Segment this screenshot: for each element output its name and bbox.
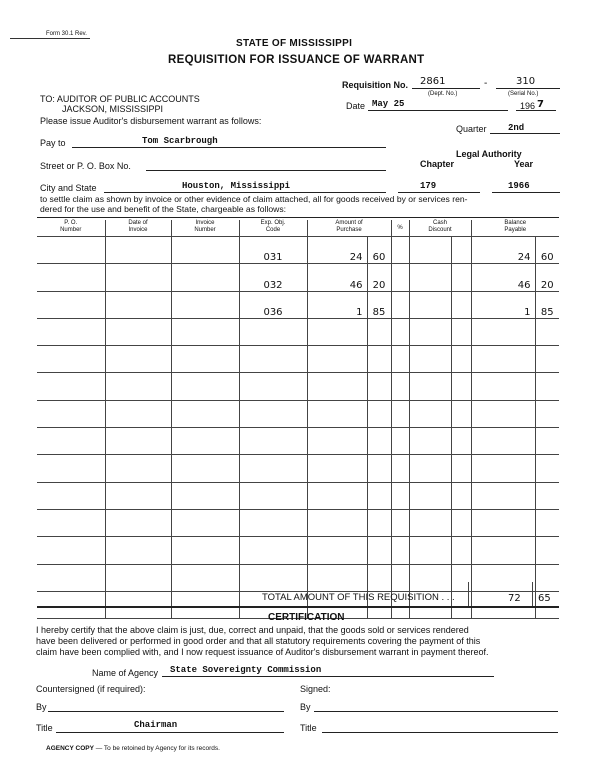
date-label: Date — [346, 101, 366, 111]
invoice-number-cell — [171, 428, 239, 455]
pay-to-value: Tom Scarbrough — [142, 136, 218, 146]
city-label: City and State — [40, 183, 97, 193]
balance-dollars-cell — [471, 537, 535, 564]
legal-year-line — [492, 192, 560, 193]
cash-discount-dollars-cell — [409, 509, 451, 536]
invoice-number-cell — [171, 482, 239, 509]
percent-cell — [391, 346, 409, 373]
invoice-number-cell — [171, 564, 239, 591]
invoice-number-cell — [171, 318, 239, 345]
balance-cents-cell — [535, 428, 559, 455]
date-of-invoice-cell — [105, 591, 171, 618]
po-number-cell — [37, 509, 105, 536]
amount-dollars-cell — [307, 509, 367, 536]
requisition-label: Requisition No. — [342, 80, 408, 90]
agency-copy-note — [46, 745, 220, 752]
pay-to-line — [72, 147, 386, 148]
title-line-right — [322, 732, 558, 733]
serial-no-line — [496, 88, 560, 89]
invoice-number-cell — [171, 346, 239, 373]
po-number-cell — [37, 428, 105, 455]
balance-cents-cell: 60 — [535, 237, 559, 264]
balance-dollars-cell: 1 — [471, 291, 535, 318]
po-number-cell — [37, 400, 105, 427]
exp-obj-code-cell: 032 — [239, 264, 307, 291]
table-row — [37, 264, 559, 291]
percent-cell — [391, 318, 409, 345]
col-date-of-invoice: Date of Invoice — [105, 220, 171, 237]
exp-obj-code-cell — [239, 318, 307, 345]
cash-discount-dollars-cell — [409, 455, 451, 482]
cash-discount-cents-cell — [451, 237, 471, 264]
balance-cents-cell — [535, 318, 559, 345]
po-number-cell — [37, 455, 105, 482]
percent-cell — [391, 400, 409, 427]
amount-cents-cell — [367, 482, 391, 509]
cash-discount-cents-cell — [451, 291, 471, 318]
quarter-value: 2nd — [508, 123, 525, 133]
amount-cents-cell — [367, 428, 391, 455]
total-cents: 65 — [538, 593, 551, 604]
amount-cents-cell — [367, 373, 391, 400]
amount-cents-cell — [367, 400, 391, 427]
balance-dollars-cell — [471, 455, 535, 482]
date-of-invoice-cell — [105, 428, 171, 455]
po-number-cell — [37, 264, 105, 291]
year-value: 1966 — [508, 181, 530, 191]
amount-dollars-cell: 24 — [307, 237, 367, 264]
date-of-invoice-cell — [105, 537, 171, 564]
col-amount-of-purchase: Amount of Purchase — [307, 220, 391, 237]
balance-cents-cell — [535, 564, 559, 591]
year-line — [516, 110, 556, 111]
po-number-cell — [37, 591, 105, 618]
invoice-number-cell — [171, 264, 239, 291]
date-of-invoice-cell — [105, 455, 171, 482]
agency-copy-text: — To be retoined by Agency for its records. — [95, 745, 220, 752]
date-of-invoice-cell — [105, 237, 171, 264]
po-number-cell — [37, 346, 105, 373]
cash-discount-dollars-cell — [409, 346, 451, 373]
amount-dollars-cell — [307, 537, 367, 564]
chapter-value: 179 — [420, 181, 437, 191]
exp-obj-code-cell: 031 — [239, 237, 307, 264]
col-exp-obj-code: Exp. Obj. Code — [239, 220, 307, 237]
po-number-cell — [37, 237, 105, 264]
year-suffix: 7 — [537, 99, 544, 110]
balance-cents-cell — [535, 373, 559, 400]
amount-dollars-cell — [307, 455, 367, 482]
legal-authority-label: Legal Authority — [456, 149, 522, 159]
date-of-invoice-cell — [105, 291, 171, 318]
amount-cents-cell — [367, 509, 391, 536]
date-of-invoice-cell — [105, 482, 171, 509]
settle-text-2: dered for the use and benefit of the State, chargeable as follows: — [40, 204, 287, 214]
cash-discount-dollars-cell — [409, 291, 451, 318]
table-row — [37, 291, 559, 318]
cash-discount-dollars-cell — [409, 428, 451, 455]
chapter-label: Chapter — [420, 159, 455, 169]
po-number-cell — [37, 482, 105, 509]
date-line — [368, 110, 508, 111]
dept-no-caption: (Dept. No.) — [428, 91, 458, 97]
balance-dollars-cell — [471, 428, 535, 455]
date-of-invoice-cell — [105, 509, 171, 536]
percent-cell — [391, 373, 409, 400]
cash-discount-cents-cell — [451, 400, 471, 427]
balance-cents-cell: 85 — [535, 291, 559, 318]
table-row — [37, 318, 559, 345]
title-line-left — [56, 732, 284, 733]
signed-label: Signed: — [300, 684, 331, 694]
exp-obj-code-cell — [239, 455, 307, 482]
balance-cents-cell — [535, 482, 559, 509]
certification-text-3: claim have been complied with, and I now request issuance of Auditor's disbursement warrant in payment thereof. — [36, 647, 489, 657]
exp-obj-code-cell — [239, 509, 307, 536]
cash-discount-cents-cell — [451, 537, 471, 564]
total-dollars: 72 — [508, 593, 521, 604]
percent-cell — [391, 509, 409, 536]
certification-text-1: I hereby certify that the above claim is just, due, correct and unpaid, that the goods sold or services rendered — [36, 625, 469, 635]
cash-discount-dollars-cell — [409, 264, 451, 291]
cash-discount-dollars-cell — [409, 482, 451, 509]
please-issue-text: Please issue Auditor's disbursement warrant as follows: — [40, 116, 262, 126]
date-of-invoice-cell — [105, 373, 171, 400]
chapter-line — [398, 192, 480, 193]
balance-cents-cell: 20 — [535, 264, 559, 291]
dash: - — [484, 78, 488, 89]
amount-cents-cell — [367, 318, 391, 345]
invoice-number-cell — [171, 537, 239, 564]
percent-cell — [391, 428, 409, 455]
by-line-right — [314, 711, 558, 712]
po-number-cell — [37, 373, 105, 400]
agency-line — [162, 676, 494, 677]
cash-discount-dollars-cell — [409, 564, 451, 591]
to-line-1: TO: AUDITOR OF PUBLIC ACCOUNTS — [40, 94, 200, 104]
cash-discount-cents-cell — [451, 509, 471, 536]
settle-text-1: to settle claim as shown by invoice or other evidence of claim attached, all for goods received by or services ren- — [40, 194, 468, 204]
by-label-right: By — [300, 702, 311, 712]
amount-cents-cell — [367, 346, 391, 373]
invoice-number-cell — [171, 373, 239, 400]
exp-obj-code-cell — [239, 482, 307, 509]
total-label: TOTAL AMOUNT OF THIS REQUISITION . . . — [262, 592, 455, 603]
balance-dollars-cell — [471, 400, 535, 427]
table-row — [37, 537, 559, 564]
amount-cents-cell — [367, 537, 391, 564]
balance-cents-cell — [535, 455, 559, 482]
col-invoice-number: Invoice Number — [171, 220, 239, 237]
exp-obj-code-cell — [239, 373, 307, 400]
quarter-line — [490, 133, 560, 134]
amount-cents-cell: 60 — [367, 237, 391, 264]
amount-cents-cell: 85 — [367, 291, 391, 318]
form-number-underline — [10, 38, 90, 39]
exp-obj-code-cell — [239, 537, 307, 564]
percent-cell — [391, 537, 409, 564]
year-prefix: 196 — [520, 101, 536, 111]
agency-label: Name of Agency — [92, 668, 159, 678]
year-label: Year — [514, 159, 534, 169]
city-line — [104, 192, 386, 193]
amount-dollars-cell — [307, 400, 367, 427]
table-row — [37, 482, 559, 509]
table-header-row — [37, 220, 559, 237]
total-divider-1 — [468, 582, 469, 606]
cash-discount-cents-cell — [451, 455, 471, 482]
to-line-2: JACKSON, MISSISSIPPI — [62, 104, 164, 114]
table-row — [37, 564, 559, 591]
date-of-invoice-cell — [105, 346, 171, 373]
title-label-right: Title — [300, 723, 317, 733]
invoice-number-cell — [171, 591, 239, 618]
amount-dollars-cell: 1 — [307, 291, 367, 318]
percent-cell — [391, 237, 409, 264]
amount-dollars-cell — [307, 318, 367, 345]
cash-discount-cents-cell — [451, 373, 471, 400]
exp-obj-code-cell — [239, 400, 307, 427]
exp-obj-code-cell: 036 — [239, 291, 307, 318]
amount-dollars-cell — [307, 428, 367, 455]
col-balance-payable: Balance Payable — [471, 220, 559, 237]
claims-table — [37, 220, 559, 619]
countersigned-label: Countersigned (if required): — [36, 684, 146, 694]
percent-cell — [391, 564, 409, 591]
col-cash-discount: Cash Discount — [409, 220, 471, 237]
document-title: REQUISITION FOR ISSUANCE OF WARRANT — [168, 54, 425, 66]
balance-cents-cell — [535, 346, 559, 373]
serial-no-caption: (Serial No.) — [508, 91, 539, 97]
date-of-invoice-cell — [105, 400, 171, 427]
dept-no-value: 2861 — [420, 76, 446, 87]
amount-cents-cell: 20 — [367, 264, 391, 291]
table-row — [37, 455, 559, 482]
exp-obj-code-cell — [239, 564, 307, 591]
po-number-cell — [37, 291, 105, 318]
balance-dollars-cell: 46 — [471, 264, 535, 291]
percent-cell — [391, 455, 409, 482]
col-po-number: P. O. Number — [37, 220, 105, 237]
date-of-invoice-cell — [105, 264, 171, 291]
cash-discount-cents-cell — [451, 264, 471, 291]
balance-cents-cell — [535, 509, 559, 536]
date-of-invoice-cell — [105, 564, 171, 591]
street-line — [146, 170, 386, 171]
table-row — [37, 509, 559, 536]
by-label-left: By — [36, 702, 47, 712]
pay-to-label: Pay to — [40, 138, 66, 148]
title-label-left: Title — [36, 723, 53, 733]
percent-cell — [391, 264, 409, 291]
invoice-number-cell — [171, 509, 239, 536]
cash-discount-dollars-cell — [409, 537, 451, 564]
date-of-invoice-cell — [105, 318, 171, 345]
balance-cents-cell — [535, 400, 559, 427]
cash-discount-dollars-cell — [409, 237, 451, 264]
table-top-rule — [37, 217, 559, 218]
invoice-number-cell — [171, 400, 239, 427]
serial-no-value: 310 — [516, 76, 536, 87]
quarter-label: Quarter — [456, 124, 487, 134]
invoice-number-cell — [171, 237, 239, 264]
dept-no-line — [412, 88, 480, 89]
col-percent: % — [391, 220, 409, 237]
cash-discount-dollars-cell — [409, 400, 451, 427]
total-divider-2 — [532, 582, 533, 606]
agency-value: State Sovereignty Commission — [170, 665, 322, 675]
by-line-left — [48, 711, 284, 712]
balance-dollars-cell — [471, 318, 535, 345]
city-value: Houston, Mississippi — [182, 181, 291, 191]
po-number-cell — [37, 537, 105, 564]
balance-dollars-cell — [471, 564, 535, 591]
exp-obj-code-cell — [239, 428, 307, 455]
cash-discount-dollars-cell — [409, 318, 451, 345]
total-rule — [37, 606, 559, 608]
amount-cents-cell — [367, 564, 391, 591]
balance-dollars-cell — [471, 482, 535, 509]
balance-cents-cell — [535, 537, 559, 564]
amount-dollars-cell: 46 — [307, 264, 367, 291]
cash-discount-dollars-cell — [409, 373, 451, 400]
amount-dollars-cell — [307, 373, 367, 400]
certification-text-2: have been delivered or performed in good order and that all statutory requirements covering the payment of this — [36, 636, 481, 646]
cash-discount-cents-cell — [451, 428, 471, 455]
balance-dollars-cell — [471, 346, 535, 373]
title-value: Chairman — [134, 720, 178, 730]
table-row — [37, 373, 559, 400]
invoice-number-cell — [171, 455, 239, 482]
cash-discount-cents-cell — [451, 482, 471, 509]
exp-obj-code-cell — [239, 346, 307, 373]
table-row — [37, 346, 559, 373]
amount-dollars-cell — [307, 482, 367, 509]
balance-dollars-cell — [471, 591, 535, 618]
table-row — [37, 400, 559, 427]
table-row — [37, 428, 559, 455]
certification-title: CERTIFICATION — [268, 612, 345, 623]
cash-discount-cents-cell — [451, 346, 471, 373]
street-label: Street or P. O. Box No. — [40, 161, 131, 171]
cash-discount-cents-cell — [451, 318, 471, 345]
balance-dollars-cell — [471, 373, 535, 400]
balance-dollars-cell: 24 — [471, 237, 535, 264]
state-title: STATE OF MISSISSIPPI — [236, 38, 353, 49]
form-number: Form 30.1 Rev. — [46, 31, 87, 37]
percent-cell — [391, 482, 409, 509]
po-number-cell — [37, 564, 105, 591]
amount-dollars-cell — [307, 346, 367, 373]
percent-cell — [391, 291, 409, 318]
date-value: May 25 — [372, 99, 405, 109]
table-row — [37, 237, 559, 264]
amount-dollars-cell — [307, 564, 367, 591]
po-number-cell — [37, 318, 105, 345]
amount-cents-cell — [367, 455, 391, 482]
invoice-number-cell — [171, 291, 239, 318]
balance-dollars-cell — [471, 509, 535, 536]
agency-copy-label: AGENCY COPY — [46, 745, 94, 752]
